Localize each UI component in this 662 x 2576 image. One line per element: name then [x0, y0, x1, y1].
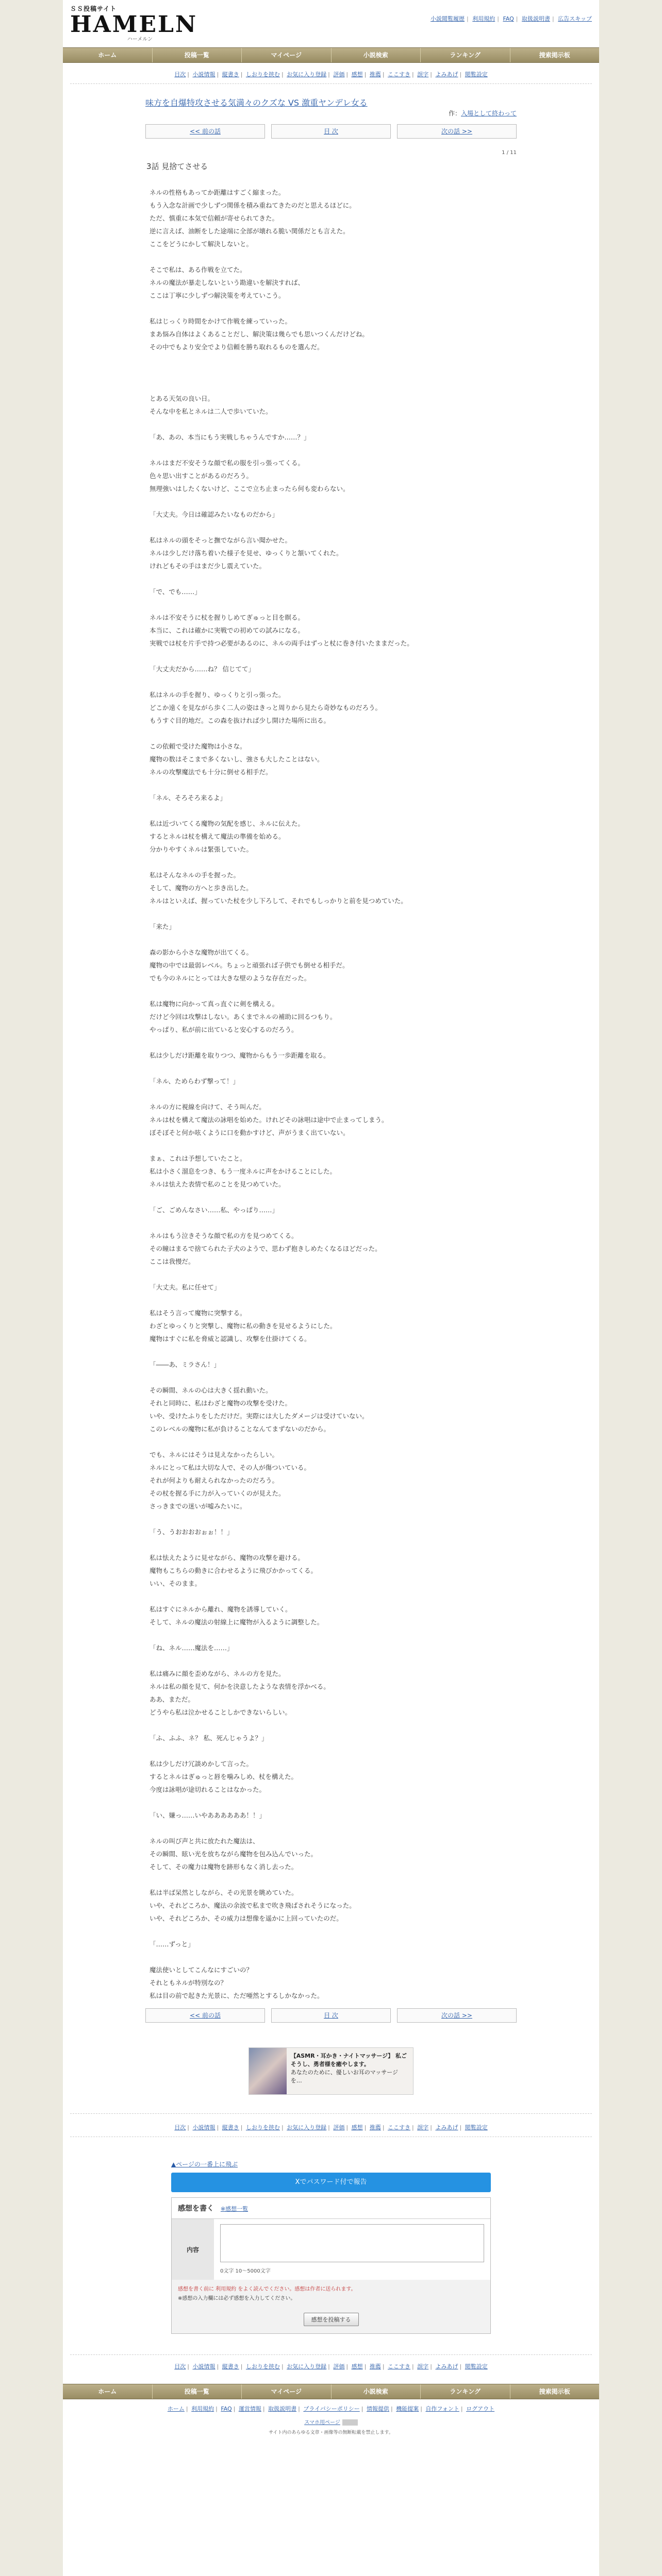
- body-line: 色々思い出すことがあるのだろう。: [150, 472, 253, 480]
- body-line: [150, 302, 517, 315]
- body-line: [150, 1268, 517, 1281]
- body-line: この依頼で受けた魔物は小さな。: [150, 742, 246, 750]
- body-line: [150, 444, 517, 456]
- body-line: そこで私は、ある作戦を立てた。: [150, 266, 246, 274]
- next-chapter-button[interactable]: 次の話 >>: [397, 124, 517, 139]
- menu3-likes[interactable]: ここすき: [388, 2363, 411, 2370]
- nav-ranking[interactable]: ランキング: [421, 48, 510, 62]
- body-line: 「い、嫌っ……いやああああああ！！」: [150, 1811, 266, 1819]
- body-line: そして、その魔力は魔物を跡形もなく消し去った。: [150, 1863, 298, 1871]
- novel-content: [145, 95, 517, 2023]
- body-line: するとネルはぎゅっと唇を噛みしめ、杖を構えた。: [150, 1773, 298, 1781]
- body-line: [150, 1744, 517, 1757]
- body-line: もう入念な計画で少しずつ関係を積み重ねてきたのだと思えるほどに。: [150, 201, 356, 209]
- novel-menu-bottom: 目次 | 小説情報 | 縦書き | しおりを挟む | お気に入り登録 | 評価 | 感想 | 推薦 | ここすき | 誤字 | よみあげ | 閲覧設定: [70, 2113, 592, 2137]
- body-line: それが何よりも耐えられなかったのだろう。: [150, 1477, 279, 1484]
- global-nav-footer: [63, 2384, 599, 2399]
- review-textarea[interactable]: [220, 2224, 484, 2262]
- body-line: [150, 1822, 517, 1835]
- body-line: 「ご、ごめんなさい……私、やっぱり……」: [150, 1206, 279, 1214]
- body-line: ここは我慢だ。: [150, 1258, 195, 1265]
- author-link[interactable]: 入場として終わって: [461, 110, 517, 117]
- body-line: 分かりやすくネルは緊張していた。: [150, 845, 253, 853]
- menu-typo[interactable]: 誤字: [417, 71, 429, 78]
- body-line: [150, 1513, 517, 1526]
- review-header: [172, 2198, 490, 2219]
- menu3-index[interactable]: 目次: [174, 2363, 186, 2370]
- body-line: その瞬間、ネルの心は大きく揺れ動いた。: [150, 1386, 272, 1394]
- menu3-info[interactable]: 小説情報: [192, 2363, 216, 2370]
- body-line: [150, 1435, 517, 1448]
- nav-home[interactable]: ホーム: [63, 48, 153, 62]
- footer-link-logout[interactable]: ログアウト: [466, 2405, 495, 2412]
- body-line: その中でもより安全でより信頼を勝ち取れるものを選んだ。: [150, 343, 324, 351]
- review-form: [171, 2197, 491, 2334]
- site-logo[interactable]: [70, 4, 198, 42]
- footer-link-font[interactable]: 自作フォント: [425, 2405, 459, 2412]
- body-line: だけど今回は攻撃はしない。あくまでネルの補助に回るつもり。: [150, 1013, 337, 1021]
- logo-kana: ハーメルン: [127, 37, 153, 42]
- body-line: [150, 1951, 517, 1963]
- body-line: ネルは不安そうに杖を握りしめてぎゅっと目を瞑る。: [150, 614, 305, 621]
- review-char-count: 0文字 10〜5000文字: [220, 2268, 271, 2274]
- footer-link-terms[interactable]: 利用規約: [191, 2405, 214, 2412]
- body-line: ぼそぼそと何か呟くように口を動かすけど、声がうまく出ていない。: [150, 1129, 350, 1137]
- body-line: 「大丈夫だから……ね？ 信じてて」: [150, 665, 255, 673]
- body-line: [150, 1538, 517, 1551]
- footer-link-faq[interactable]: FAQ: [221, 2405, 232, 2412]
- body-line: [150, 353, 517, 366]
- body-line: ネルの方に視線を向けて、そう叫んだ。: [150, 1103, 266, 1111]
- body-line: ネルはまだ不安そうな顔で私の服を引っ張ってくる。: [150, 459, 305, 467]
- body-line: [150, 250, 517, 263]
- body-line: ネルの叫び声と共に放たれた魔法は、: [150, 1837, 259, 1845]
- body-line: 森の影から小さな魔物が出てくる。: [150, 948, 253, 956]
- menu2-favorite[interactable]: お気に入り登録: [287, 2124, 327, 2131]
- body-line: それと同時に、私はわざと魔物の攻撃を受けた。: [150, 1399, 292, 1407]
- body-line: ここをどうにかして解決しないと。: [150, 240, 253, 248]
- prev-chapter-button[interactable]: << 前の話: [145, 124, 265, 139]
- header-links: 小説閲覧履歴 | 利用規約 | FAQ | 取扱説明書 | 広告スキップ: [431, 15, 592, 22]
- footer-links: ホーム | 利用規約 | FAQ | 運営情報 | 取扱説明書 | プライバシーポリシー | 情報提供 | 機能提案 | 自作フォント | ログアウト: [167, 2405, 495, 2412]
- body-line: まぁ、これは予想していたこと。: [150, 1155, 246, 1162]
- body-line: [150, 985, 517, 997]
- ad-thumbnail: [249, 2048, 287, 2094]
- menu2-recommend[interactable]: 推薦: [369, 2124, 381, 2131]
- novel-menu: 目次 | 小説情報 | 縦書き | しおりを挟む | お気に入り登録 | 評価 | 感想 | 推薦 | ここすき | 誤字 | よみあげ | 閲覧設定: [70, 63, 592, 84]
- body-line: [150, 675, 517, 688]
- body-line: [150, 366, 517, 379]
- body-line: 実戦では杖を片手で持つ必要があるのに、ネルの両手はずっと杖に巻き付いたままだった。: [150, 639, 413, 647]
- twitter-report-button[interactable]: Xでパスワード付で報告: [171, 2173, 491, 2192]
- body-line: ネルの魔法が暴走しないという勘違いを解決すれば、: [150, 279, 305, 286]
- body-line: いや、受けたふりをしただけだ。実際には大したダメージは受けていない。: [150, 1412, 369, 1420]
- body-line: [150, 379, 517, 392]
- nav-mypage[interactable]: マイページ: [242, 48, 332, 62]
- body-line: 「う、うおおおおぉぉ！！」: [150, 1528, 234, 1536]
- link-history[interactable]: 小説閲覧履歴: [431, 15, 465, 22]
- body-line: ここは丁寧に少しずつ解決策を考えていこう。: [150, 292, 285, 299]
- body-line: [150, 1925, 517, 1938]
- menu2-typo[interactable]: 誤字: [417, 2124, 429, 2131]
- body-line: 今度は詠唱が途切れることはなかった。: [150, 1786, 266, 1793]
- menu3-favorite[interactable]: お気に入り登録: [287, 2363, 327, 2370]
- body-line: まあ悩み自体はよくあることだし、解決策は幾らでも思いつくんだけどね。: [150, 330, 369, 338]
- body-line: ネルの性格もあってか距離はすごく縮まった。: [150, 189, 285, 196]
- global-nav: [63, 47, 599, 63]
- menu-rate[interactable]: 評価: [333, 71, 345, 78]
- body-line: 「大丈夫。今日は確認みたいなものだから」: [150, 511, 279, 518]
- body-line: [150, 1873, 517, 1886]
- body-line: [150, 1345, 517, 1358]
- review-notes: [172, 2280, 490, 2309]
- body-line: [150, 418, 517, 431]
- body-line: その瞳はまるで捨てられた子犬のようで、思わず抱きしめたくなるほどだった。: [150, 1245, 382, 1252]
- index-button[interactable]: 目 次: [271, 124, 391, 139]
- logo-catch: ＳＳ投稿サイト: [70, 5, 117, 12]
- body-line: [150, 1719, 517, 1732]
- body-line: [150, 1139, 517, 1152]
- body-line: [150, 907, 517, 920]
- body-line: その杖を握る手に力が入っていくのが見えた。: [150, 1489, 285, 1497]
- body-line: [150, 1590, 517, 1603]
- menu2-bookmark[interactable]: しおりを挟む: [245, 2124, 280, 2131]
- ad-sub: あなたのために、優しいお耳のマッサージを…: [290, 2069, 399, 2084]
- ad-banner[interactable]: [249, 2047, 413, 2095]
- body-line: ああ、まただ。: [150, 1696, 195, 1703]
- ad-title: 【ASMR・耳かき・ナイトマッサージ】 私ごそうし、勇者様を癒やします。: [290, 2053, 407, 2067]
- review-field: [214, 2219, 490, 2280]
- menu-bookmark[interactable]: しおりを挟む: [245, 71, 280, 78]
- body-line: 私は痛みに顔を歪めながら、ネルの方を見た。: [150, 1670, 285, 1677]
- body-line: [150, 933, 517, 946]
- menu-recommend[interactable]: 推薦: [369, 71, 381, 78]
- sp-page-link[interactable]: スマホ用ページ: [304, 2420, 340, 2426]
- menu-settings[interactable]: 閲覧設定: [465, 71, 488, 78]
- body-line: 「ネル、そろそろ来るよ」: [150, 794, 227, 802]
- body-line: さっきまでの迷いが嘘みたいに。: [150, 1502, 246, 1510]
- menu2-review[interactable]: 感想: [351, 2124, 363, 2131]
- body-line: 「――あ、ミラさん！」: [150, 1361, 221, 1368]
- body-line: とある天気の良い日。: [150, 395, 214, 402]
- body-line: そんな中を私とネルは二人で歩いていた。: [150, 408, 272, 415]
- body-line: ネルはもう泣きそうな顔で私の方を見つめてくる。: [150, 1232, 298, 1240]
- body-line: [150, 1062, 517, 1075]
- body-line: 「ふ、ふふ、ネ？ 私、死んじゃうよ？」: [150, 1734, 268, 1742]
- novel-menu-footer: 目次 | 小説情報 | 縦書き | しおりを挟む | お気に入り登録 | 評価 | 感想 | 推薦 | ここすき | 誤字 | よみあげ | 閲覧設定: [70, 2354, 592, 2377]
- author-prefix: 作：: [449, 110, 461, 117]
- body-line: [150, 1629, 517, 1641]
- body-line: [150, 495, 517, 508]
- body-line: 私はネルの頭をそっと撫でながら言い聞かせた。: [150, 536, 292, 544]
- menu-favorite[interactable]: お気に入り登録: [287, 71, 327, 78]
- submit-review-button[interactable]: 感想を投稿する: [304, 2313, 359, 2326]
- body-line: ネルは少しだけ落ち着いた様子を見せ、ゆっくりと頷いてくれた。: [150, 549, 343, 557]
- body-line: [150, 1036, 517, 1049]
- body-line: 「ネル、ためらわず撃って！」: [150, 1077, 240, 1085]
- menu3-recommend[interactable]: 推薦: [369, 2363, 381, 2370]
- pager-bottom: [145, 2008, 517, 2023]
- body-line: ただ、慎重に本気で信頼が寄せられてきた。: [150, 214, 279, 222]
- body-line: [150, 804, 517, 817]
- body-line: [150, 1654, 517, 1667]
- body-line: わざとゆっくりと突撃し、魔物に私の動きを見せるようにした。: [150, 1322, 337, 1330]
- body-line: いや、それどころか、魔法の余波で私まで吹き飛ばされそうになった。: [150, 1902, 356, 1909]
- menu3-settings[interactable]: 閲覧設定: [465, 2363, 488, 2370]
- menu2-vertical[interactable]: 縦書き: [222, 2124, 239, 2131]
- body-line: 「来た」: [150, 923, 176, 930]
- footer-link-about[interactable]: 運営情報: [238, 2405, 261, 2412]
- body-line: [150, 1371, 517, 1384]
- body-line: 「……ずっと」: [150, 1940, 194, 1948]
- body-line: 私は少しだけ距離を取りつつ、魔物からもう一歩距離を取る。: [150, 1052, 330, 1059]
- body-line: 魔物はすぐに私を脅威と認識し、攻撃を仕掛けてくる。: [150, 1335, 311, 1343]
- body-line: どこか遠くを見ながら歩く二人の姿はきっと周りから見たら奇妙なものだろう。: [150, 704, 382, 711]
- footer-nav-ranking[interactable]: ランキング: [421, 2384, 510, 2399]
- body-line: いい、そのまま。: [150, 1580, 202, 1587]
- menu2-info[interactable]: 小説情報: [192, 2124, 216, 2131]
- menu3-bookmark[interactable]: しおりを挟む: [245, 2363, 280, 2370]
- menu2-rate[interactable]: 評価: [333, 2124, 345, 2131]
- body-line: [150, 856, 517, 869]
- body-line: 魔物の中では最弱レベル。ちょっと頑張れば子供でも倒せる相手だ。: [150, 961, 349, 969]
- copyright: サイト内のあらゆる文章・画像等の無断転載を禁止します。: [269, 2430, 393, 2435]
- ad-text: [287, 2048, 413, 2094]
- body-line: [150, 572, 517, 585]
- novel-title-link[interactable]: 味方を自爆特攻させる気満々のクズな VS 激重ヤンデレ女る: [145, 98, 368, 108]
- nav-search[interactable]: 小説検索: [332, 48, 421, 62]
- link-terms[interactable]: 利用規約: [472, 15, 495, 22]
- page-count: 1 / 11: [502, 150, 517, 156]
- body-line: その瞬間、眩い光を放ちながら魔物を包み込んでいった。: [150, 1850, 318, 1858]
- body-line: 私は小さく溜息をつき、もう一度ネルに声をかけることにした。: [150, 1167, 337, 1175]
- body-line: 私は少しだけ冗談めかして言った。: [150, 1760, 253, 1768]
- footer-nav-posts[interactable]: 投稿一覧: [153, 2384, 242, 2399]
- smartphone-toggle: [63, 2418, 599, 2426]
- body-line: [150, 1088, 517, 1100]
- body-line: 私はそう言って魔物に突撃する。: [150, 1309, 246, 1317]
- body-line: 本当に、これは確かに実戦での初めての試みになる。: [150, 626, 305, 634]
- footer-nav-home[interactable]: ホーム: [63, 2384, 153, 2399]
- logo-mark: HAMELN: [70, 11, 198, 38]
- body-line: 「で、でも……」: [150, 588, 201, 596]
- body-line: 私は怯えたように見せながら、魔物の攻撃を避ける。: [150, 1554, 305, 1562]
- index-button-bottom[interactable]: 目 次: [271, 2008, 391, 2023]
- body-line: するとネルは杖を構えて魔法の準備を始める。: [150, 833, 285, 840]
- review-warning: 感想を書く前に 利用規約 をよく読んでください。感想は作者に送られます。: [178, 2286, 356, 2292]
- chapter-title: 3話 見捨てさせる: [146, 162, 208, 171]
- body-line: [150, 650, 517, 663]
- body-line: 私はじっくり時間をかけて作戦を練っていった。: [150, 317, 292, 325]
- footer-link-info[interactable]: 情報提供: [366, 2405, 389, 2412]
- body-line: [150, 1796, 517, 1809]
- body-line: いや、それどころか、その威力は想像を遥かに上回っていたのだ。: [150, 1914, 343, 1922]
- body-line: 「ね、ネル……魔法を……」: [150, 1644, 234, 1652]
- body-line: 私は目の前で起きた光景に、ただ唖然とするしかなかった。: [150, 1992, 324, 1999]
- menu3-rate[interactable]: 評価: [333, 2363, 345, 2370]
- review-row: [172, 2219, 490, 2280]
- body-line: 私はすぐにネルから離れ、魔物を誘導していく。: [150, 1605, 292, 1613]
- review-list-link[interactable]: ※感想一覧: [220, 2206, 249, 2212]
- link-skip-ads[interactable]: 広告スキップ: [558, 15, 592, 22]
- body-line: [150, 778, 517, 791]
- body-line: 私は半ば呆然としながら、その光景を眺めていた。: [150, 1889, 298, 1896]
- footer-link-manual[interactable]: 取扱説明書: [268, 2405, 297, 2412]
- body-line: でも、ネルにはそうは見えなかったらしい。: [150, 1451, 279, 1459]
- back-to-top: [171, 2160, 491, 2168]
- menu-readaloud[interactable]: よみあげ: [435, 71, 458, 78]
- body-line: [150, 598, 517, 611]
- footer-link-home[interactable]: ホーム: [167, 2405, 185, 2412]
- link-faq[interactable]: FAQ: [503, 15, 514, 22]
- body-line: そして、ネルの魔法の射線上に魔物が入るように調整した。: [150, 1618, 324, 1626]
- prev-chapter-button-bottom[interactable]: << 前の話: [145, 2008, 265, 2023]
- back-to-top-link[interactable]: ▲ページの一番上に飛ぶ: [171, 2161, 238, 2168]
- body-line: もうすぐ目的地だ。この森を抜ければ少し開けた場所に出る。: [150, 717, 330, 724]
- body-line: やっぱり、私が前に出ていると安心するのだろう。: [150, 1026, 298, 1033]
- body-line: 逆に言えば、油断をした途端に全部が壊れる脆い関係だとも言えた。: [150, 227, 350, 235]
- body-line: どうやら私は泣かせることしかできないらしい。: [150, 1708, 292, 1716]
- chapter-body: [145, 186, 517, 2002]
- body-line: 魔法使いとしてこんなにすごいの？: [150, 1966, 253, 1974]
- body-line: でも今のネルにとっては大きな壁のような存在だった。: [150, 974, 311, 982]
- menu-review[interactable]: 感想: [351, 71, 363, 78]
- body-line: 私は近づいてくる魔物の気配を感じ、ネルに伝えた。: [150, 820, 305, 827]
- footer-nav-search[interactable]: 小説検索: [332, 2384, 421, 2399]
- body-line: 無理強いはしたくないけど、ここで立ち止まったら何も変わらない。: [150, 485, 350, 493]
- body-line: 魔物の数はそこまで多くないし、強さも大したことはない。: [150, 755, 324, 763]
- body-line: [150, 727, 517, 740]
- menu3-vertical[interactable]: 縦書き: [222, 2363, 239, 2370]
- page: [63, 0, 599, 2576]
- menu3-typo[interactable]: 誤字: [417, 2363, 429, 2370]
- body-line: 「大丈夫。私に任せて」: [150, 1283, 221, 1291]
- body-line: ネルは杖を構えて魔法の詠唱を始めた。けれどその詠唱は途中で止まってしまう。: [150, 1116, 388, 1124]
- menu2-settings[interactable]: 閲覧設定: [465, 2124, 488, 2131]
- body-line: ネルにとって私は大切な人で、その人が傷ついている。: [150, 1464, 311, 1471]
- body-line: 「あ、あの、本当にもう実戦しちゃうんですか……？」: [150, 433, 310, 441]
- body-line: [150, 521, 517, 534]
- menu2-readaloud[interactable]: よみあげ: [435, 2124, 458, 2131]
- body-line: 私はそんなネルの手を握った。: [150, 871, 240, 879]
- body-line: 私は魔物に向かって真っ直ぐに剣を構える。: [150, 1000, 279, 1008]
- body-line: ネルの攻撃魔法でも十分に倒せる相手だ。: [150, 768, 272, 776]
- menu2-index[interactable]: 目次: [174, 2124, 186, 2131]
- body-line: [150, 1294, 517, 1307]
- review-title: 感想を書く: [178, 2205, 214, 2213]
- pager-top: [145, 124, 517, 139]
- body-line: ネルはといえば、握っていた杖を少し下ろして、それでもしっかりと前を見つめていた。: [150, 897, 407, 905]
- footer-link-proposal[interactable]: 機能提案: [396, 2405, 419, 2412]
- nav-posts[interactable]: 投稿一覧: [153, 48, 242, 62]
- body-line: ネルは私の顔を見て、何かを決意したような表情を浮かべる。: [150, 1683, 330, 1690]
- body-line: 魔物もこちらの動きに合わせるように飛びかかってくる。: [150, 1567, 318, 1574]
- review-note: ※感想の入力欄には必ず感想を入力してください。: [178, 2296, 296, 2301]
- menu3-review[interactable]: 感想: [351, 2363, 363, 2370]
- sp-mode-select[interactable]: [342, 2419, 358, 2426]
- menu2-likes[interactable]: ここすき: [388, 2124, 411, 2131]
- body-line: けれどもその手はまだ少し震えていた。: [150, 562, 266, 570]
- menu-vertical[interactable]: 縦書き: [222, 71, 239, 78]
- body-line: 私はネルの手を握り、ゆっくりと引っ張った。: [150, 691, 285, 699]
- menu-info[interactable]: 小説情報: [192, 71, 216, 78]
- body-line: [150, 1216, 517, 1229]
- footer-link-privacy[interactable]: プライバシーポリシー: [303, 2405, 360, 2412]
- footer-nav-board[interactable]: 捜索掲示板: [539, 2388, 570, 2395]
- menu3-readaloud[interactable]: よみあげ: [435, 2363, 458, 2370]
- review-label: 内容: [172, 2219, 214, 2280]
- review-button-row: [172, 2309, 490, 2333]
- menu-index[interactable]: 目次: [174, 71, 186, 78]
- next-chapter-button-bottom[interactable]: 次の話 >>: [397, 2008, 517, 2023]
- nav-board[interactable]: 捜索掲示板: [539, 52, 570, 59]
- body-line: ネルは怯えた表情で私のことを見つめていた。: [150, 1180, 285, 1188]
- footer-nav-mypage[interactable]: マイページ: [242, 2384, 332, 2399]
- site-header: [63, 0, 599, 47]
- menu-likes[interactable]: ここすき: [388, 71, 411, 78]
- body-line: このレベルの魔物に私が負けることなんてまずないのだから。: [150, 1425, 330, 1433]
- body-line: それともネルが特別なの？: [150, 1979, 227, 1987]
- body-line: [150, 1191, 517, 1204]
- novel-author: [449, 109, 517, 117]
- body-line: そして、魔物の方へと歩き出した。: [150, 884, 253, 892]
- link-manual[interactable]: 取扱説明書: [522, 15, 550, 22]
